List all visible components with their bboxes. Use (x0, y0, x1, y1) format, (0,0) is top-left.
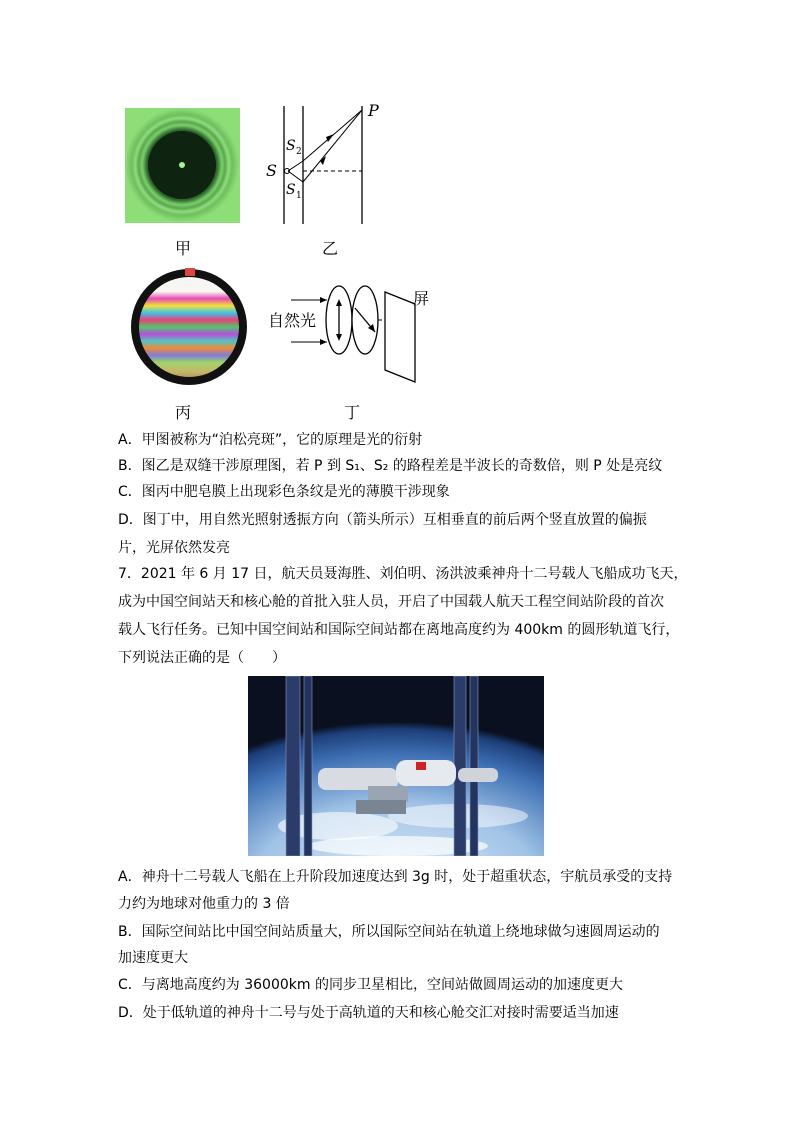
label-s2: S (286, 138, 296, 154)
polarizer-diagram (265, 282, 435, 384)
soap-film-image (130, 268, 248, 386)
figure-jia (125, 108, 240, 223)
poisson-spot-image (125, 108, 240, 223)
figure-yi (262, 98, 392, 230)
q6-option-a: A．甲图被称为“泊松亮斑”，它的原理是光的衍射 (118, 432, 423, 448)
q7-option-a: A．神舟十二号载人飞船在上升阶段加速度达到 3g 时，处于超重状态，宇航员承受的支持 (118, 869, 673, 885)
q7-stem-line-3: 载人飞行任务。已知中国空间站和国际空间站都在离地高度约为 400km 的圆形轨道飞行， (118, 622, 680, 638)
label-screen: 屏 (413, 289, 430, 308)
q7-option-d: D．处于低轨道的神舟十二号与处于高轨道的天和核心舱交汇对接时需要适当加速 (118, 1005, 619, 1021)
label-s1-sub: 1 (296, 191, 302, 201)
q7-option-a-cont: 力约为地球对他重力的 3 倍 (118, 896, 290, 912)
label-s: S (266, 161, 277, 180)
q6-option-d: D．图丁中，用自然光照射透振方向（箭头所示）互相垂直的前后两个竖直放置的偏振 (118, 512, 647, 528)
double-slit-diagram (262, 98, 392, 230)
caption-jia: 甲 (175, 239, 192, 258)
caption-yi: 乙 (322, 239, 339, 258)
caption-bing: 丙 (175, 403, 192, 422)
label-s2-sub: 2 (296, 147, 302, 157)
space-station-photo (248, 676, 544, 856)
q6-option-d-cont: 片，光屏依然发亮 (118, 540, 230, 556)
q7-option-c: C．与离地高度约为 36000km 的同步卫星相比，空间站做圆周运动的加速度更大 (118, 977, 623, 993)
q7-option-b: B．国际空间站比中国空间站质量大，所以国际空间站在轨道上绕地球做匀速圆周运动的 (118, 924, 660, 940)
q7-option-b-cont: 加速度更大 (118, 950, 188, 966)
q6-option-c: C．图丙中肥皂膜上出现彩色条纹是光的薄膜干涉现象 (118, 484, 450, 500)
q6-option-b: B．图乙是双缝干涉原理图，若 P 到 S₁、S₂ 的路程差是半波长的奇数倍，则 P 处是亮纹 (118, 458, 663, 474)
label-p: P (368, 101, 379, 120)
q7-stem-line-2: 成为中国空间站天和核心舱的首批入驻人员，开启了中国载人航天工程空间站阶段的首次 (118, 594, 664, 610)
space-station-image (248, 676, 544, 856)
figure-bing (130, 268, 248, 386)
caption-ding: 丁 (344, 403, 361, 422)
q7-stem-line-1: 7．2021 年 6 月 17 日，航天员聂海胜、刘伯明、汤洪波乘神舟十二号载人飞船成功飞天， (118, 566, 688, 582)
label-natural-light: 自然光 (268, 311, 317, 330)
figure-ding (265, 282, 435, 384)
label-s1: S (286, 182, 296, 198)
q7-stem-line-4: 下列说法正确的是（ ） (118, 650, 286, 666)
